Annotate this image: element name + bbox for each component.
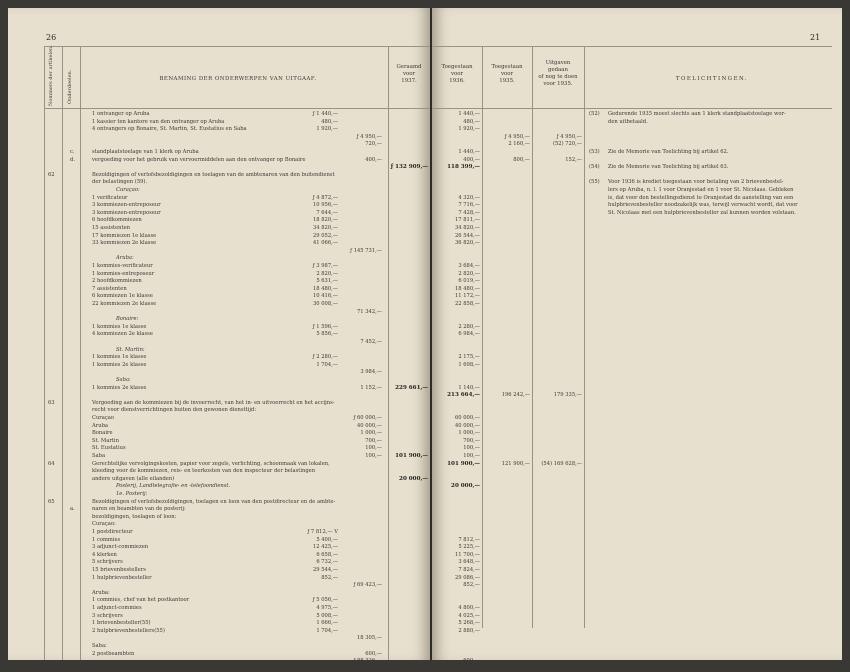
amount-1936: 1 920,— <box>458 126 480 133</box>
row-description: bezoldigingen, toelagen of loon: <box>92 513 177 520</box>
amount-1936: 26 544,— <box>455 232 480 239</box>
row-description: Aruba: <box>116 255 134 262</box>
header-col-uitgaven: Uitgaven gedaan of nog te doen voor 1935. <box>538 60 578 87</box>
amount-1936: 1 140,— <box>458 384 480 391</box>
amount-subtotal: 1 152,— <box>360 384 382 391</box>
amount-1936: 118 399,— <box>447 164 480 171</box>
amount-1936: 3 684,— <box>458 263 480 269</box>
note-line: den uitbetaald. <box>608 118 648 125</box>
amount-detail: 12 425,— <box>313 544 338 551</box>
amount-1936: 2 175,— <box>458 354 480 361</box>
amount-detail: 34 820,— <box>313 225 338 231</box>
amount-1937: 20 000,— <box>399 475 428 482</box>
amount-1936: 7 824,— <box>458 567 480 573</box>
row-description: 15 brievenbestellers <box>92 567 146 573</box>
amount-detail: 1 704,— <box>316 361 338 368</box>
amount-1936: 6 019,— <box>458 278 480 285</box>
amount-1936: 11 700,— <box>455 551 480 558</box>
amount-1936: 29 086,— <box>455 574 480 581</box>
row-description: 22 kommiezen 2e klasse <box>92 301 157 307</box>
row-description: Aruba: <box>92 589 110 596</box>
amount-detail: 29 544,— <box>313 567 338 573</box>
amount-subtotal: ƒ 60 000,— <box>353 415 382 421</box>
amount-subtotal: 100,— <box>365 453 382 459</box>
amount-1936: 5 268,— <box>458 620 480 627</box>
amount-1936: 36 820,— <box>455 240 480 247</box>
note-line: Zie de Memorie van Toelichting bij artikel 62. <box>608 149 729 155</box>
amount-1937: 229 661,— <box>395 384 428 391</box>
row-description: recht voor dienstverrichtingen buiten den gewonen diensttijd: <box>92 407 257 414</box>
row-description: 1 ontvanger op Aruba <box>92 111 150 117</box>
header-notes: TOELICHTINGEN. <box>675 76 749 82</box>
amount-subtotal: 71 342,— <box>357 308 382 315</box>
amount-detail: 18 820,— <box>313 217 338 224</box>
page-number-left: 26 <box>46 33 57 42</box>
row-description: Curaçao: <box>92 521 116 528</box>
row-description: 3 schrijvers <box>92 612 123 619</box>
row-description: 4 kommiezen 2e klasse <box>92 331 153 338</box>
row-description: andere uitgaven (alle eilanden) <box>92 475 175 482</box>
amount-detail: ƒ 3 987,— <box>312 263 338 269</box>
amount-1936: 40 000,— <box>455 422 480 429</box>
amount-1936: 1 440,— <box>458 149 480 155</box>
amount-1936: 1 440,— <box>458 111 480 117</box>
amount-spent-1935: 179 335,— <box>553 392 582 399</box>
amount-subtotal: 18 305,— <box>357 635 382 642</box>
amount-subtotal: 700,— <box>365 437 382 444</box>
row-description: 1 kommies 1e klasse <box>92 323 147 330</box>
amount-subtotal: 7 452,— <box>360 339 382 345</box>
row-description: 1 kommies 2e klasse <box>92 361 147 368</box>
note-line: Voor 1936 is krediet toegestaan voor betaling van 2 brievenbestel- <box>608 179 784 186</box>
amount-subtotal: 3 984,— <box>360 369 382 376</box>
amount-detail: 6 658,— <box>316 551 338 558</box>
amount-detail: ƒ 7 812,— V <box>307 529 338 535</box>
amount-detail: ƒ 5 056,— <box>312 597 338 604</box>
amount-detail: 10 416,— <box>313 293 338 300</box>
left-page <box>8 8 430 665</box>
amount-1936: 3 648,— <box>458 559 480 566</box>
amount-1936: 100,— <box>463 453 480 459</box>
row-description: Bezoldigingen of verlofsbezoldigingen, toelagen en loon van den postdirecteur en de ambte- <box>92 498 336 505</box>
amount-spent-1935: 70 061,— <box>557 665 582 672</box>
amount-1935: ƒ 4 950,— <box>504 133 530 140</box>
amount-detail: 5 856,— <box>316 331 338 338</box>
amount-detail: 852,— <box>321 574 338 581</box>
amount-1936: 7 812,— <box>458 536 480 543</box>
header-sub: Onderdeelen. <box>67 69 73 104</box>
amount-1936: 4 320,— <box>458 194 480 201</box>
header-col-1935: Toegestaan voor 1935. <box>491 64 523 84</box>
amount-1936: 6 984,— <box>458 331 480 338</box>
amount-1936: 1 000,— <box>458 430 480 437</box>
amount-detail: 18 480,— <box>313 285 338 292</box>
note-line: is, dat voor den bestellingsdienst te Oranjestad de aanstelling van een <box>608 194 794 201</box>
article-number: 62 <box>48 171 55 178</box>
amount-spent-1935: ƒ 4 950,— <box>556 133 582 140</box>
amount-1936: 7 716,— <box>458 202 480 209</box>
row-description: Curaçao: <box>116 187 140 193</box>
row-description: 15 assistenten <box>92 225 130 231</box>
note-line: hulpbrievenbesteller noodzakelijk was, terwijl verwacht wordt, dat voor <box>608 202 798 209</box>
row-description: 3 adjunct-commiezen <box>92 544 149 551</box>
amount-1936: 60 000,— <box>455 415 480 421</box>
amount-detail: ƒ 1 596,— <box>312 323 338 330</box>
row-description: 1e. Posterij: <box>116 491 148 497</box>
header-col-1937: Geraamd voor 1937. <box>396 64 422 84</box>
amount-1937: ƒ 132 909,— <box>390 164 428 171</box>
row-description: 33 kommiezen 2e klasse <box>92 240 157 247</box>
amount-detail: 10 956,— <box>313 202 338 209</box>
amount-1936: 700,— <box>463 437 480 444</box>
amount-1936: 17 811,— <box>455 217 480 224</box>
row-description: 6 hoofdkommiezen <box>92 217 142 224</box>
amount-1936: 2 280,— <box>458 323 480 330</box>
row-description: standplaatstoelage van 1 klerk op Aruba <box>92 149 199 155</box>
right-page <box>432 8 842 672</box>
amount-detail: ƒ 1 440,— <box>312 111 338 117</box>
row-description: 1 postdirecteur <box>92 529 133 535</box>
amount-subtotal: 100,— <box>365 445 382 452</box>
amount-detail: 1 704,— <box>316 627 338 634</box>
amount-subtotal: ƒ 4 950,— <box>356 133 382 140</box>
note-number: (52) <box>589 111 600 117</box>
row-description: 1 hulpbrievenbesteller <box>92 574 152 581</box>
note-number: (53) <box>589 149 600 155</box>
amount-detail: 5 400,— <box>316 536 338 543</box>
note-line: Zie de Memorie van Toelichting bij artikel 63. <box>608 164 729 171</box>
row-description: der belastingen (59). <box>92 179 148 186</box>
row-description: 1 commies <box>92 536 121 543</box>
article-number: 65 <box>48 498 55 505</box>
amount-1936: 11 172,— <box>455 293 480 300</box>
subsection-letter: d. <box>70 156 75 163</box>
book-spread <box>8 8 842 672</box>
amount-detail: 4 975,— <box>316 605 338 611</box>
row-description: Saba: <box>116 377 131 383</box>
amount-1936: 213 664,— <box>447 392 480 399</box>
row-description: Gerechtelijke vervolgingskosten, papier voor zegels, verlichting, schoonmaak van lokalen, <box>92 460 330 467</box>
amount-spent-1935: (52) 720,— <box>552 141 582 148</box>
row-description: 1 kommies-verificateur <box>92 263 153 269</box>
row-description: 4 ontvangers op Bonaire, St. Martin, St. Eustatius en Saba <box>92 126 247 133</box>
amount-1936: 480,— <box>463 118 480 125</box>
article-number: 63 <box>48 399 55 406</box>
row-description: Vergoeding aan de kommiezen bij de invoerrecht, van het in- en uitvoerrecht en het accijns- <box>92 399 335 406</box>
amount-detail: 30 008,— <box>313 301 338 307</box>
amount-subtotal: ƒ 145 731,— <box>350 247 382 254</box>
amount-1936: 18 480,— <box>455 285 480 292</box>
amount-detail: 2 820,— <box>316 270 338 277</box>
amount-1935: 196 242,— <box>501 392 530 399</box>
row-description: Bonaire: <box>116 316 139 323</box>
amount-detail: ƒ 2 280,— <box>312 354 338 361</box>
amount-subtotal: 400,— <box>365 156 382 163</box>
row-description: kleeding voor de kommiezen, reis- en teerkosten van den inspecteur der belastingen <box>92 468 316 475</box>
header-bottom-rule <box>44 108 430 109</box>
row-description: Bezoldigingen of verlofsbezoldigingen en toelagen van de ambtenaren van den buitendienst <box>92 171 335 178</box>
header-top-rule <box>44 46 430 47</box>
amount-detail: ƒ 4 872,— <box>312 194 338 201</box>
amount-1935: 800,— <box>513 156 530 163</box>
amount-detail: 480,— <box>321 118 338 125</box>
amount-1936: 2 880,— <box>458 627 480 634</box>
amount-detail: 29 052,— <box>313 232 338 239</box>
amount-subtotal: 1 000,— <box>360 430 382 437</box>
row-description: 3 kommiezen-entreposeur <box>92 209 161 216</box>
row-description: 3 kommiezen-entreposeur <box>92 202 161 209</box>
note-number: (55) <box>589 179 600 186</box>
amount-subtotal: ƒ 88 326,— <box>353 658 382 665</box>
row-description: 4 klerken <box>92 551 117 558</box>
row-description: 2 hoofdkommiezen <box>92 278 142 285</box>
amount-subtotal: 600,— <box>365 650 382 657</box>
header-col-1936: Toegestaan voor 1936. <box>441 64 473 84</box>
amount-spent-1935: (54) 169 628,— <box>541 460 582 467</box>
row-description: Posterij, Landtelegrafie- en -telefoondienst. <box>116 483 231 490</box>
amount-1937: 101 900,— <box>395 453 428 459</box>
row-description: Curaçao <box>92 415 115 421</box>
amount-1936: 20 000,— <box>451 483 480 490</box>
row-description: Bonaire <box>92 430 113 437</box>
row-description: Saba: <box>92 643 107 649</box>
amount-1936: 2 820,— <box>458 270 480 277</box>
amount-1935: 80 966,— <box>505 665 530 672</box>
amount-1936: 400,— <box>463 156 480 163</box>
row-description: 1 brievenbesteller(55) <box>92 620 151 627</box>
amount-1936: 4 800,— <box>458 605 480 611</box>
amount-1936: 34 820,— <box>455 225 480 231</box>
row-description: 1 kassier ten kantore van den ontvanger op Aruba <box>92 118 225 125</box>
amount-detail: 5 631,— <box>316 278 338 285</box>
row-description: 1 verificateur <box>92 194 128 201</box>
row-description: 5 schrijvers <box>92 559 123 566</box>
amount-detail: 5 008,— <box>316 612 338 619</box>
row-description: 6 kommiezen 1e klasse <box>92 293 153 300</box>
amount-1936: 1 698,— <box>458 361 480 368</box>
amount-1936: 4 025,— <box>458 612 480 619</box>
row-description: 7 assistenten <box>92 285 127 292</box>
amount-1936: 600,— <box>463 658 480 665</box>
amount-1935: 2 160,— <box>508 141 530 148</box>
header-numbers: Nommers der artikelen. <box>48 45 54 106</box>
amount-subtotal: ƒ 69 423,— <box>353 582 382 589</box>
page-number-right: 21 <box>810 33 821 42</box>
row-description: 1 adjunct-commies <box>92 605 142 611</box>
row-description: 2 hulpbrievenbestellers(55) <box>92 627 165 634</box>
row-description: Saba <box>92 453 106 459</box>
note-line: Gedurende 1935 moest slechts aan 1 klerk standplaatstoelage wor- <box>608 111 786 117</box>
note-line: St. Nicolaas met een hulpbrievenbesteller zal kunnen worden volstaan. <box>608 209 796 216</box>
amount-1935: 121 900,— <box>501 460 530 467</box>
note-line: lers op Aruba, n. l. 1 voor Oranjestad en 1 voor St. Nicolaas. Gebleken <box>608 187 794 193</box>
row-description: naren en beambten van de posterij: <box>92 506 186 513</box>
amount-detail: 6 732,— <box>316 559 338 566</box>
row-description: 1 commies, chef van het postkantoor <box>92 597 190 604</box>
article-number: 64 <box>48 460 55 467</box>
amount-1936: 5 225,— <box>458 544 480 551</box>
amount-detail: 1 920,— <box>316 126 338 133</box>
amount-detail: 1 666,— <box>316 620 338 627</box>
row-description: 1 kommies-entreposeur <box>92 270 155 277</box>
amount-subtotal: 40 000,— <box>357 422 382 429</box>
subsection-letter: a. <box>70 506 75 513</box>
amount-detail: 7 644,— <box>316 209 338 216</box>
row-description: 1 kommies 1e klasse <box>92 354 147 361</box>
row-description: vergoeding voor het gebruik van vervoermiddelen aan den ontvanger op Bonaire <box>92 156 306 163</box>
row-description: Aruba <box>92 422 108 429</box>
row-description: St. Martin: <box>116 346 145 353</box>
amount-subtotal: 720,— <box>365 141 382 148</box>
row-description: 2 postbeambten <box>92 650 135 657</box>
row-description: 17 kommiezen 1e klasse <box>92 232 157 239</box>
row-description: 1 kommies 2e klasse <box>92 384 147 391</box>
amount-detail: 41 066,— <box>313 240 338 247</box>
amount-spent-1935: 152,— <box>565 156 582 163</box>
subsection-letter: c. <box>70 149 75 155</box>
note-number: (54) <box>589 164 600 171</box>
amount-1936: 7 428,— <box>458 209 480 216</box>
amount-1936: 101 900,— <box>447 460 480 467</box>
row-description: St. Eustatius <box>92 445 126 452</box>
amount-1936: 22 858,— <box>455 301 480 307</box>
amount-1936: 100,— <box>463 445 480 452</box>
header-title: BENAMING DER ONDERWERPEN VAN UITGAAF. <box>159 76 317 82</box>
row-description: St. Martin <box>92 437 119 444</box>
amount-1936: 852,— <box>463 582 480 589</box>
